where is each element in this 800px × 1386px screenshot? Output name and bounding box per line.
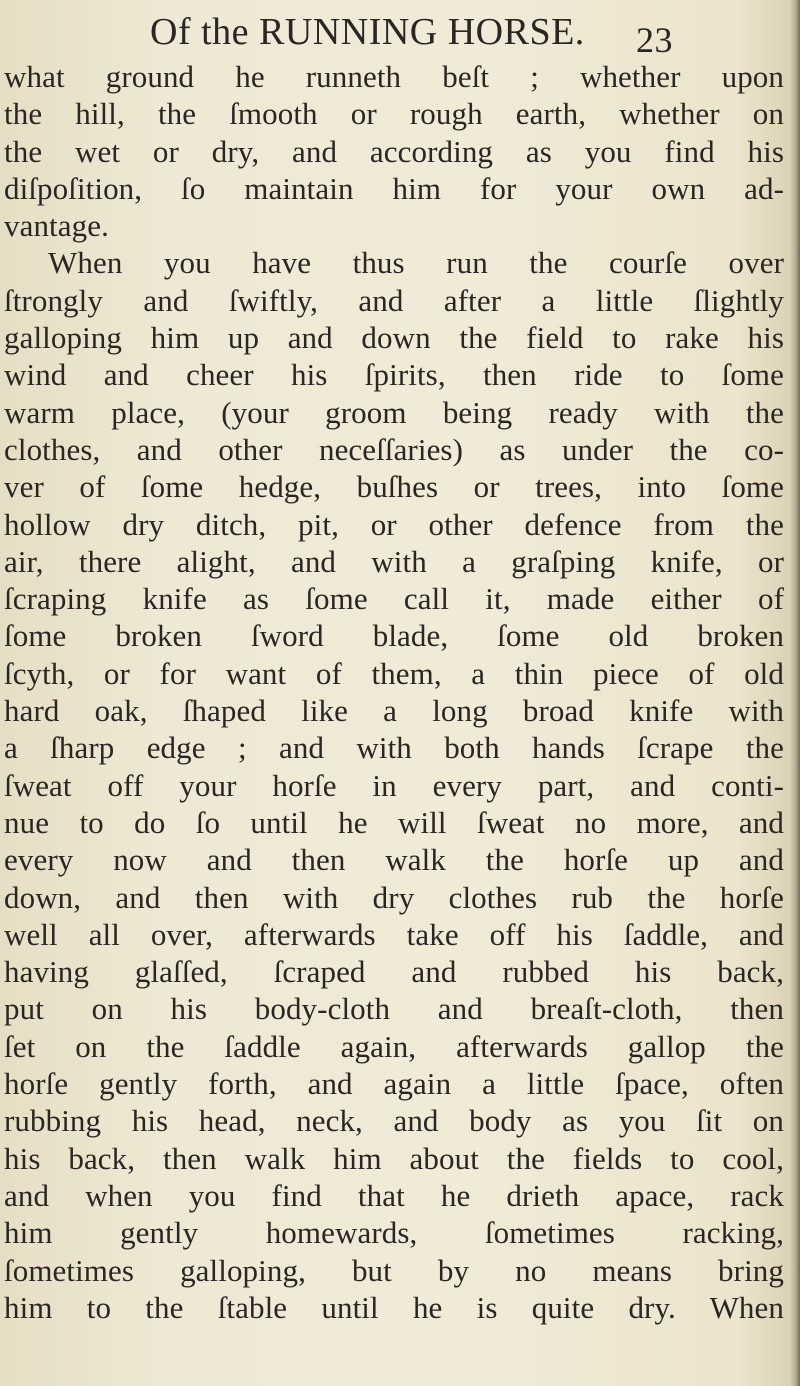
text-line: warm place, (your groom being ready with the (4, 394, 784, 430)
text-line: the hill, the ſmooth or rough earth, whether on (4, 96, 784, 132)
running-header (150, 2, 770, 62)
text-line: air, there alight, and with a graſping knife, or (4, 543, 784, 579)
text-line: ſcyth, or for want of them, a thin piece of old (4, 655, 784, 691)
text-line: nue to do ſo until he will ſweat no more, and (4, 804, 784, 840)
text-line: ſweat off your horſe in every part, and conti- (4, 767, 784, 803)
text-line: galloping him up and down the field to rake his (4, 320, 784, 356)
text-line: ver of ſome hedge, buſhes or trees, into ſome (4, 469, 784, 505)
page-edge-shadow (790, 0, 800, 1386)
text-line: and when you find that he drieth apace, rack (4, 1177, 784, 1213)
text-line: ſometimes galloping, but by no means bring (4, 1252, 784, 1288)
text-line: rubbing his head, neck, and body as you ſit on (4, 1103, 784, 1139)
text-line: down, and then with dry clothes rub the horſe (4, 879, 784, 915)
body-text (4, 58, 784, 1326)
text-line: well all over, afterwards take off his ſaddle, and (4, 916, 784, 952)
text-line: every now and then walk the horſe up and (4, 842, 784, 878)
running-title: Of the RUNNING HORSE. (150, 11, 585, 53)
text-line: ſet on the ſaddle again, afterwards gallop the (4, 1028, 784, 1064)
text-line: having glaſſed, ſcraped and rubbed his back, (4, 954, 784, 990)
text-line: wind and cheer his ſpirits, then ride to ſome (4, 357, 784, 393)
text-line: horſe gently forth, and again a little ſpace, often (4, 1066, 784, 1102)
text-line: clothes, and other neceſſaries) as under the co- (4, 431, 784, 467)
text-line: ſome broken ſword blade, ſome old broken (4, 618, 784, 654)
text-line: diſpoſition, ſo maintain him for your own ad- (4, 170, 784, 206)
text-line: ſcraping knife as ſome call it, made either of (4, 581, 784, 617)
text-line: what ground he runneth beſt ; whether upon (4, 59, 784, 94)
text-line: When you have thus run the courſe over (48, 245, 784, 281)
text-line: him gently homewards, ſometimes racking, (4, 1215, 784, 1251)
text-line: him to the ſtable until he is quite dry. When (4, 1289, 784, 1325)
text-line: a ſharp edge ; and with both hands ſcrape the (4, 730, 784, 766)
text-line: ſtrongly and ſwiftly, and after a little ſlightly (4, 282, 784, 318)
text-line: hollow dry ditch, pit, or other defence from the (4, 506, 784, 542)
text-line: vantage. (4, 208, 109, 244)
text-line: hard oak, ſhaped like a long broad knife with (4, 693, 784, 729)
page-number: 23 (636, 20, 673, 60)
text-line: the wet or dry, and according as you find his (4, 133, 784, 169)
text-line: his back, then walk him about the fields to cool, (4, 1140, 784, 1176)
text-line: put on his body-cloth and breaſt-cloth, then (4, 991, 784, 1027)
